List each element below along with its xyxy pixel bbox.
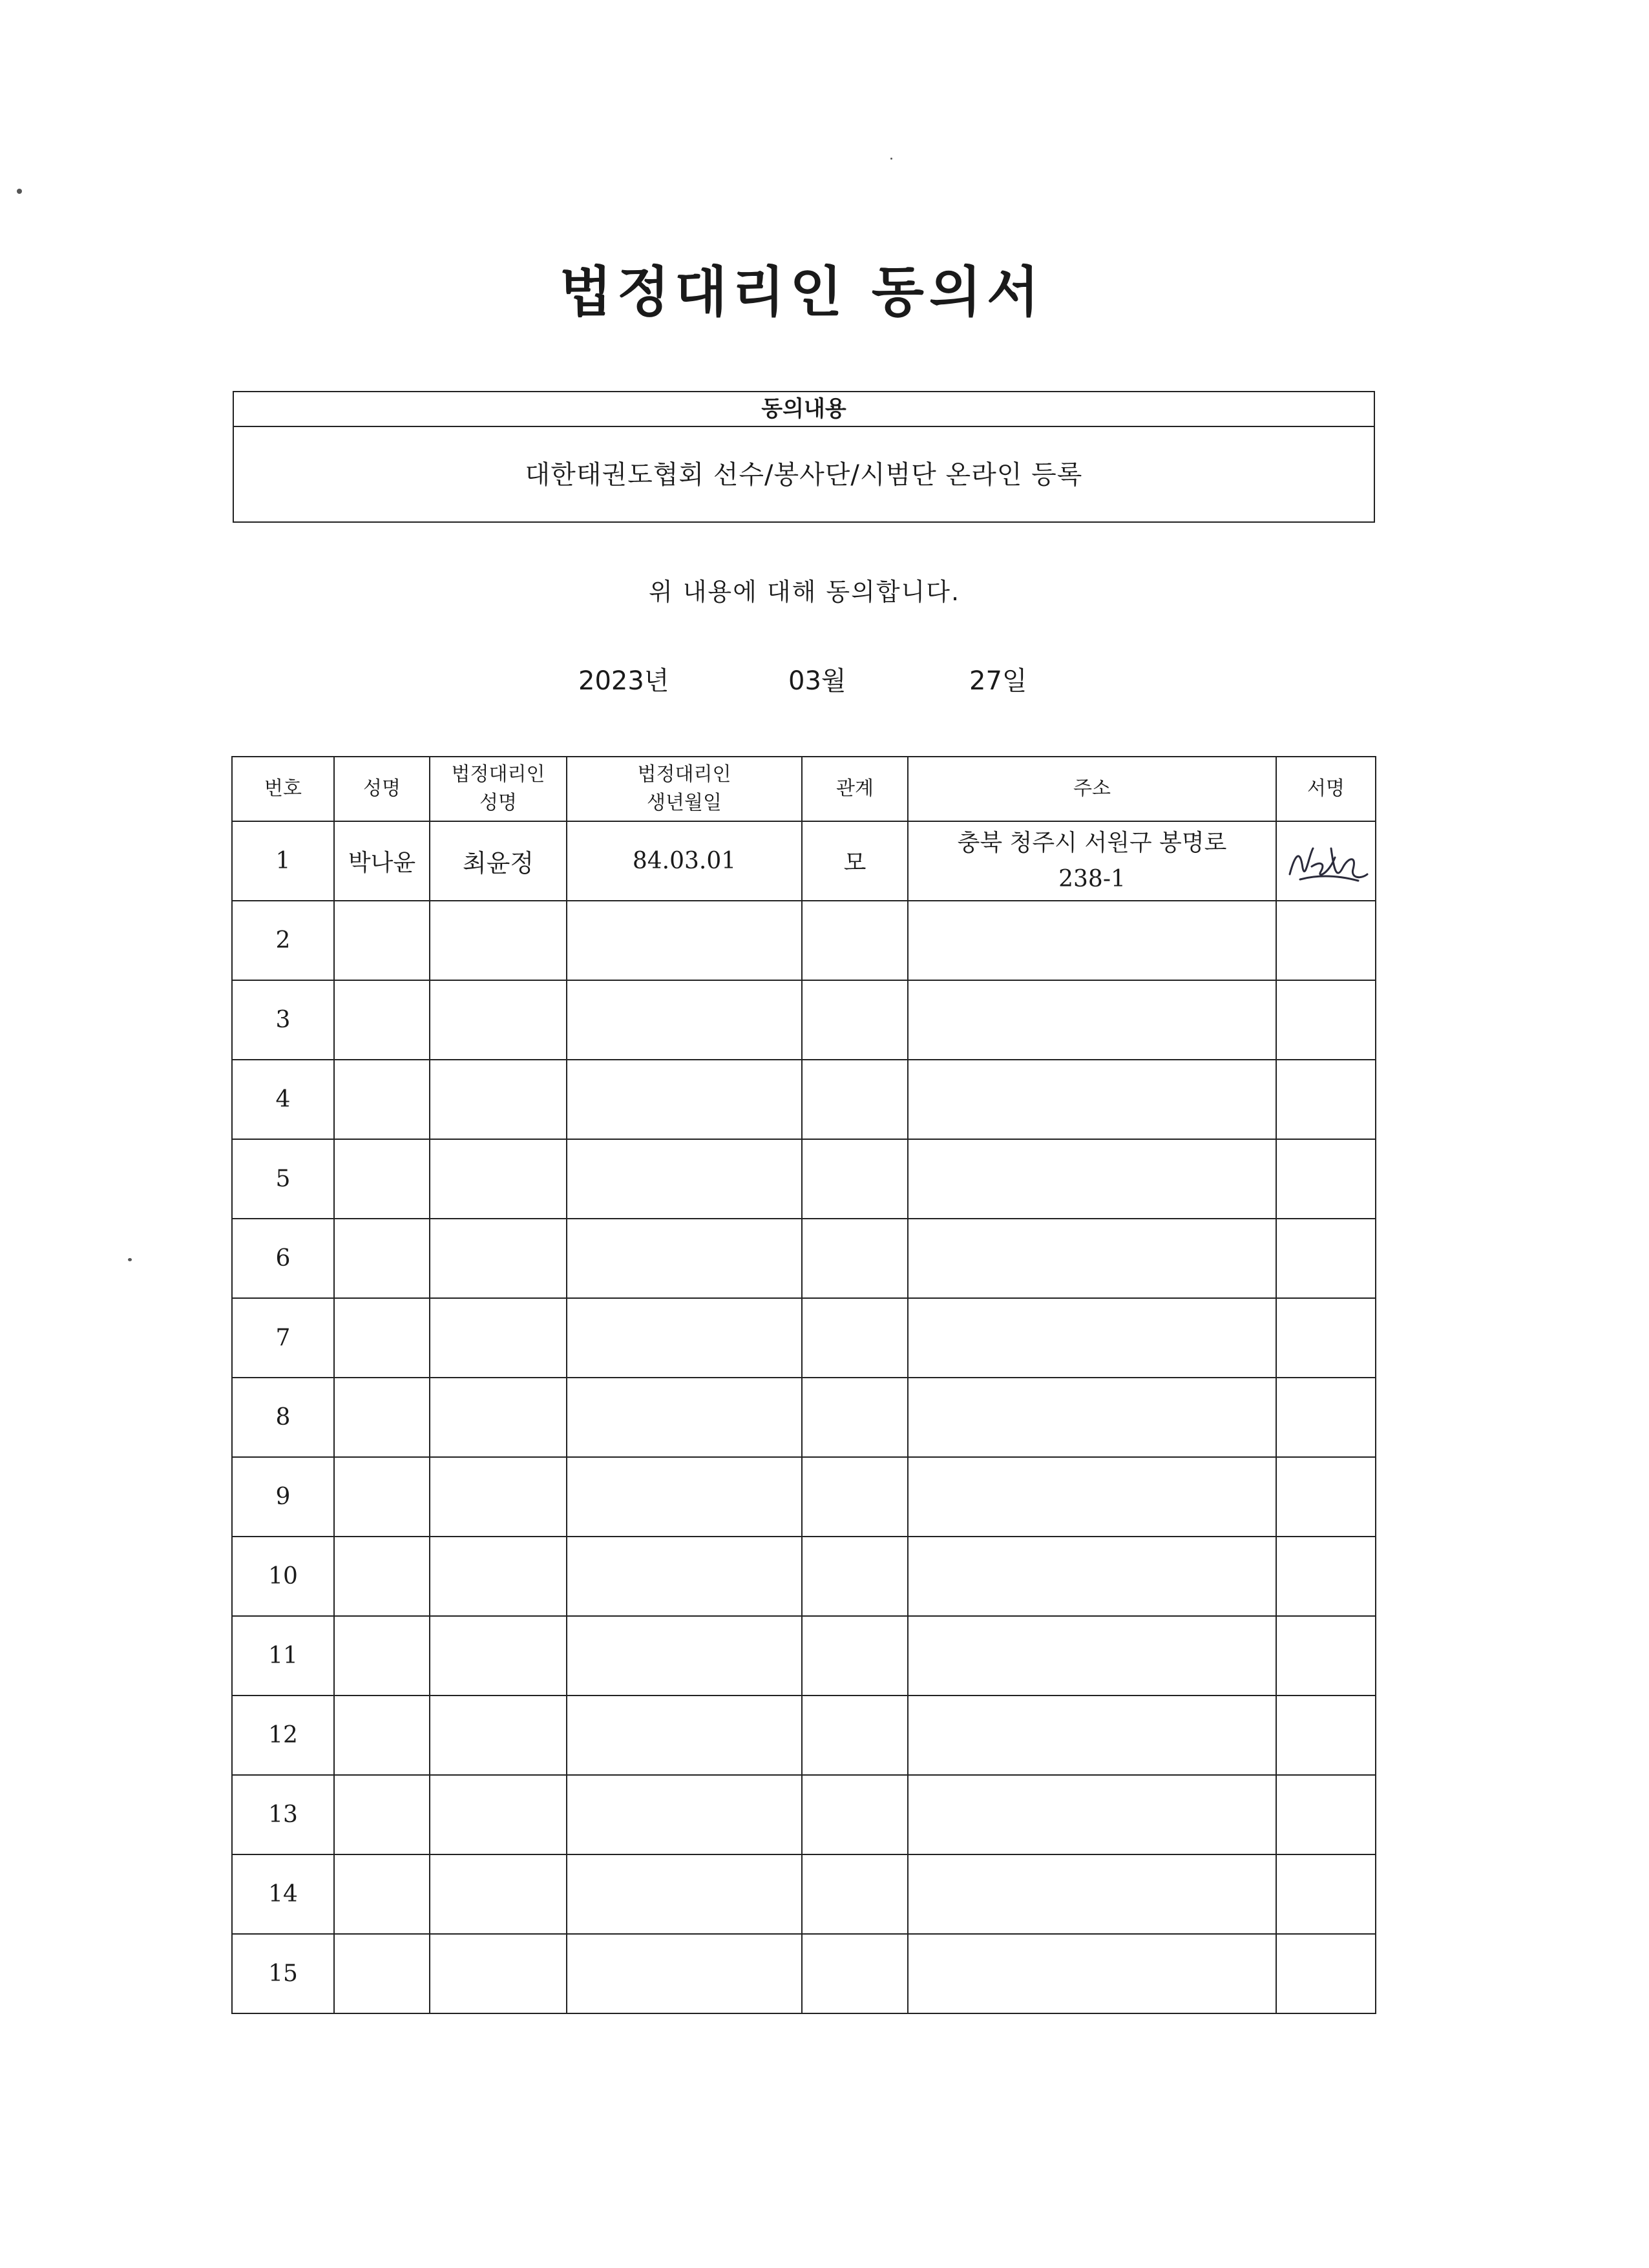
signature-cell (1276, 1139, 1376, 1219)
representative-name (430, 1854, 567, 1934)
address (908, 1060, 1276, 1139)
row-number: 6 (232, 1219, 334, 1298)
address (908, 1616, 1276, 1696)
row-number: 11 (232, 1616, 334, 1696)
row-number: 9 (232, 1457, 334, 1537)
table-row (232, 901, 1376, 980)
signature-cell (1276, 1060, 1376, 1139)
relation (802, 1219, 908, 1298)
relation (802, 1616, 908, 1696)
relation (802, 1139, 908, 1219)
representative-birthdate (567, 901, 802, 980)
representative-birthdate: 84.03.01 (567, 821, 802, 901)
table-row (232, 1139, 1376, 1219)
representative-name (430, 1616, 567, 1696)
participant-name (334, 1854, 430, 1934)
representative-name (430, 1139, 567, 1219)
signature-cell (1276, 901, 1376, 980)
participant-name (334, 980, 430, 1060)
representative-name (430, 1696, 567, 1775)
row-number: 7 (232, 1298, 334, 1378)
relation (802, 1378, 908, 1457)
header-no: 번호 (232, 757, 334, 821)
representative-name (430, 1378, 567, 1457)
scan-speck (890, 158, 892, 160)
representative-birthdate (567, 1378, 802, 1457)
header-rep-birth-line1: 법정대리인 (637, 763, 731, 786)
signature-cell (1276, 1298, 1376, 1378)
address (908, 1298, 1276, 1378)
agreement-statement: 위 내용에 대해 동의합니다. (648, 578, 961, 606)
row-number: 3 (232, 980, 334, 1060)
address (908, 1934, 1276, 2013)
table-row (232, 1060, 1376, 1139)
table-row (232, 980, 1376, 1060)
participant-name (334, 901, 430, 980)
table-row (232, 821, 1376, 901)
relation (802, 1696, 908, 1775)
participant-name (334, 1934, 430, 2013)
table-row (232, 1775, 1376, 1854)
header-rep-birth-line2: 생년월일 (647, 792, 722, 814)
table-row (232, 1298, 1376, 1378)
signature-cell (1276, 821, 1376, 901)
row-number: 12 (232, 1696, 334, 1775)
representative-name: 최윤정 (430, 821, 567, 901)
representative-birthdate (567, 1696, 802, 1775)
row-number: 15 (232, 1934, 334, 2013)
address (908, 1696, 1276, 1775)
header-name: 성명 (334, 757, 430, 821)
consent-content-header: 동의내용 (234, 392, 1374, 427)
participant-name (334, 1219, 430, 1298)
relation (802, 901, 908, 980)
representative-birthdate (567, 1934, 802, 2013)
representative-name (430, 1298, 567, 1378)
representative-birthdate (567, 1298, 802, 1378)
participant-name (334, 1060, 430, 1139)
representative-name (430, 1537, 567, 1616)
table-row (232, 1378, 1376, 1457)
address (908, 1775, 1276, 1854)
scan-speck (128, 1258, 132, 1261)
participant-name (334, 1696, 430, 1775)
header-signature: 서명 (1276, 757, 1376, 821)
signature-cell (1276, 1378, 1376, 1457)
header-rep-birth (567, 757, 802, 821)
participant-name (334, 1378, 430, 1457)
header-rep-name-line1: 법정대리인 (451, 763, 545, 786)
representative-name (430, 1219, 567, 1298)
address (908, 821, 1276, 901)
signature-cell (1276, 1934, 1376, 2013)
signature-cell (1276, 980, 1376, 1060)
scan-speck (17, 189, 22, 194)
representative-birthdate (567, 1537, 802, 1616)
representative-birthdate (567, 1060, 802, 1139)
row-number: 1 (232, 821, 334, 901)
representative-birthdate (567, 1139, 802, 1219)
document-title: 법정대리인 동의서 (559, 260, 1045, 324)
table-row (232, 1696, 1376, 1775)
row-number: 4 (232, 1060, 334, 1139)
relation (802, 1537, 908, 1616)
guardian-table (231, 756, 1376, 2014)
representative-name (430, 1934, 567, 2013)
participant-name (334, 1775, 430, 1854)
date-month: 03월 (788, 666, 846, 696)
consent-content-box (233, 391, 1375, 523)
relation (802, 1775, 908, 1854)
address (908, 1854, 1276, 1934)
address-line-2: 238-1 (1058, 865, 1126, 892)
address (908, 1457, 1276, 1537)
date-day: 27일 (969, 666, 1027, 696)
address (908, 1139, 1276, 1219)
row-number: 5 (232, 1139, 334, 1219)
representative-name (430, 1775, 567, 1854)
representative-birthdate (567, 1775, 802, 1854)
consent-content-body: 대한태권도협회 선수/봉사단/시범단 온라인 등록 (525, 460, 1083, 490)
table-row (232, 1934, 1376, 2013)
address-line-1: 충북 청주시 서원구 봉명로 (957, 829, 1227, 856)
representative-birthdate (567, 1219, 802, 1298)
relation (802, 980, 908, 1060)
address (908, 1219, 1276, 1298)
representative-birthdate (567, 1616, 802, 1696)
address (908, 980, 1276, 1060)
representative-birthdate (567, 1854, 802, 1934)
participant-name: 박나윤 (334, 821, 430, 901)
address (908, 1378, 1276, 1457)
signature-cell (1276, 1854, 1376, 1934)
signature-cell (1276, 1616, 1376, 1696)
relation (802, 1854, 908, 1934)
address (908, 901, 1276, 980)
relation (802, 1934, 908, 2013)
header-rep-name (430, 757, 567, 821)
signature-cell (1276, 1696, 1376, 1775)
table-header-row (232, 757, 1376, 821)
handwritten-signature (1281, 829, 1371, 894)
relation (802, 1060, 908, 1139)
signature-cell (1276, 1537, 1376, 1616)
signature-cell (1276, 1775, 1376, 1854)
signature-cell (1276, 1457, 1376, 1537)
row-number: 2 (232, 901, 334, 980)
relation (802, 1457, 908, 1537)
participant-name (334, 1537, 430, 1616)
representative-birthdate (567, 1457, 802, 1537)
relation: 모 (802, 821, 908, 901)
header-rep-name-line2: 성명 (479, 792, 517, 814)
row-number: 10 (232, 1537, 334, 1616)
participant-name (334, 1616, 430, 1696)
table-row (232, 1616, 1376, 1696)
participant-name (334, 1457, 430, 1537)
representative-name (430, 901, 567, 980)
table-row (232, 1219, 1376, 1298)
row-number: 14 (232, 1854, 334, 1934)
row-number: 8 (232, 1378, 334, 1457)
participant-name (334, 1139, 430, 1219)
relation (802, 1298, 908, 1378)
header-relation: 관계 (802, 757, 908, 821)
representative-birthdate (567, 980, 802, 1060)
date-year: 2023년 (578, 666, 669, 696)
signature-cell (1276, 1219, 1376, 1298)
participant-name (334, 1298, 430, 1378)
header-address: 주소 (908, 757, 1276, 821)
address (908, 1537, 1276, 1616)
representative-name (430, 1060, 567, 1139)
representative-name (430, 980, 567, 1060)
table-row (232, 1537, 1376, 1616)
table-row (232, 1457, 1376, 1537)
row-number: 13 (232, 1775, 334, 1854)
representative-name (430, 1457, 567, 1537)
table-row (232, 1854, 1376, 1934)
